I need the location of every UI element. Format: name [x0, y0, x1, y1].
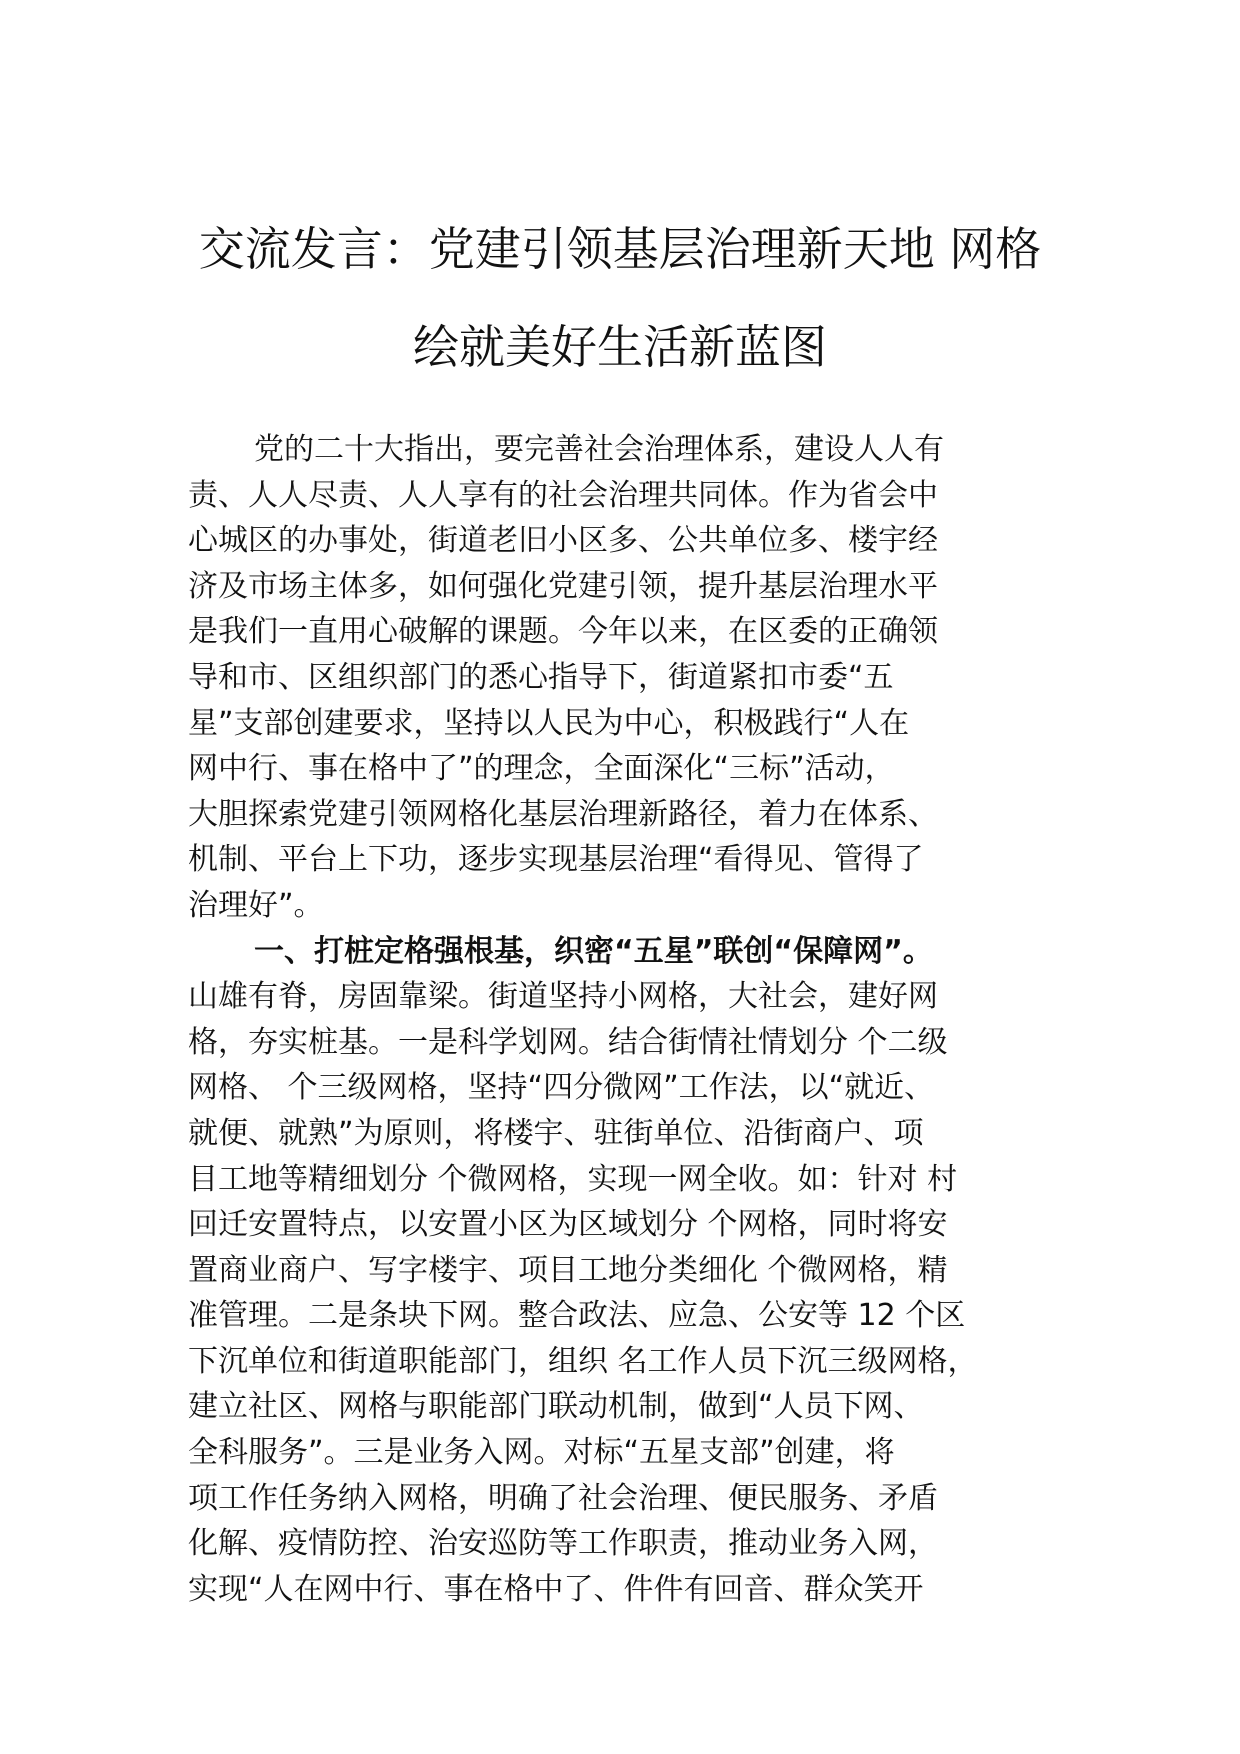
text-line: 实现“人在网中行、事在格中了、件件有回音、群众笑开	[188, 1571, 924, 1607]
text-line: 治理好”。	[188, 887, 324, 923]
document-body	[188, 427, 1088, 1612]
text-line: 心城区的办事处，街道老旧小区多、公共单位多、楼宇经	[188, 523, 938, 559]
paragraph-section-one	[188, 929, 1088, 1613]
text-line: 格，夯实桩基。一是科学划网。结合街情社情划分 个二级	[188, 1024, 948, 1060]
text-line: 全科服务”。三是业务入网。对标“五星支部”创建，将	[188, 1435, 895, 1471]
text-line: 机制、平台上下功，逐步实现基层治理“看得见、管得了	[188, 842, 924, 878]
text-line: 目工地等精细划分 个微网格，实现一网全收。如：针对 村	[188, 1161, 958, 1197]
text-line: 化解、疫情防控、治安巡防等工作职责，推动业务入网，	[188, 1526, 938, 1562]
text-line: 济及市场主体多，如何强化党建引领，提升基层治理水平	[188, 568, 938, 604]
title-line-2: 绘就美好生活新蓝图	[413, 320, 827, 374]
text-line: 导和市、区组织部门的悉心指导下，街道紧扣市委“五	[188, 659, 894, 695]
text-line: 网格、 个三级网格，坚持“四分微网”工作法，以“就近、	[188, 1070, 935, 1106]
text-line: 是我们一直用心破解的课题。今年以来，在区委的正确领	[188, 614, 938, 650]
text-line: 置商业商户、写字楼宇、项目工地分类细化 个微网格，精	[188, 1252, 948, 1288]
text-line: 党的二十大指出，要完善社会治理体系，建设人人有	[254, 432, 944, 467]
text-line: 责、人人尽责、人人享有的社会治理共同体。作为省会中	[188, 477, 938, 513]
section-heading: 一、打桩定格强根基，织密“五星”联创“保障网”。	[254, 933, 933, 969]
text-line: 网中行、事在格中了”的理念，全面深化“三标”活动，	[188, 751, 895, 787]
text-line: 回迁安置特点，以安置小区为区域划分 个网格，同时将安	[188, 1207, 948, 1243]
text-line: 项工作任务纳入网格，明确了社会治理、便民服务、矛盾	[188, 1480, 938, 1516]
title-line-1: 交流发言：党建引领基层治理新天地 网格	[198, 222, 1042, 276]
text-line: 准管理。二是条块下网。整合政法、应急、公安等 12 个区	[188, 1298, 966, 1334]
text-line: 就便、就熟”为原则，将楼宇、驻街单位、沿街商户、项	[188, 1115, 924, 1151]
text-line: 下沉单位和街道职能部门，组织 名工作人员下沉三级网格，	[188, 1343, 978, 1379]
paragraph-intro	[188, 427, 1088, 929]
text-line: 建立社区、网格与职能部门联动机制，做到“人员下网、	[188, 1389, 924, 1425]
text-line: 山雄有脊，房固靠梁。街道坚持小网格，大社会，建好网	[188, 979, 938, 1015]
text-line: 星”支部创建要求，坚持以人民为中心，积极践行“人在	[188, 705, 910, 741]
document-title	[160, 200, 1080, 396]
text-line: 大胆探索党建引领网格化基层治理新路径，着力在体系、	[188, 796, 938, 832]
